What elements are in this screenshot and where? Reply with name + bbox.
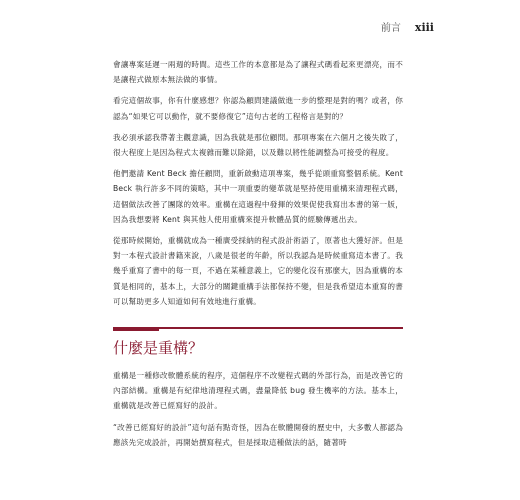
chapter-title: 前言 (380, 23, 401, 34)
paragraph-1: 會讓專案延遲一兩週的時間。這些工作的本意都是為了讓程式碼看起來更漂亮，而不是讓程式做原本無法做的事情。 (113, 60, 403, 85)
paragraph-3: 我必須承認我帶著主觀意識，因為我就是那位顧問。那項專案在六個月之後失敗了，很大程度上是因為程式太複雜而難以除錯，以及難以將性能調整為可接受的程度。 (113, 132, 403, 158)
section-heading: 什麼是重構？ (113, 339, 204, 357)
section-what-is-refactoring (113, 327, 403, 456)
paragraph-2: 看完這個故事，你有什麼感想？你認為顧問建議做進一步的整理是對的嗎？或者，你認為“如果它可以動作，就不要修復它”這句古老的工程格言是對的？ (113, 96, 403, 121)
section-paragraph-1: 重構是一種修改軟體系統的程序，這個程序不改變程式碼的外部行為，而是改善它的內部結構。重構是有紀律地清理程式碼，盡量降低 bug 發生機率的方法。基本上，重構就是改善已經寫好的設計。 (113, 371, 403, 411)
body-text (113, 57, 403, 315)
section-rule-accent (113, 328, 159, 331)
paragraph-4: 他們邀請 Kent Beck 擔任顧問，重新啟動這項專案，幾乎從頭重寫整個系統。Kent Beck 執行許多不同的策略，其中一項重要的變革就是堅持使用重構來清理程式碼，這個做法改善了團隊的效率。重構在這過程中發揮的效果促使我寫出本書的第一版，因為我想要將 Kent 與其他人使用重構來提升軟體品質的經驗傳遞出去。 (113, 169, 403, 224)
page-number: xiii (414, 21, 434, 34)
paragraph-5: 從那時候開始，重構就成為一種廣受採納的程式設計術語了，原著也大獲好評。但是對一本程式設計書籍來說，八歲是很老的年齡，所以我認為是時候重寫這本書了。我幾乎重寫了書中的每一頁，不過在某種意義上，它的變化沒有那麼大，因為重構的本質是相同的，基本上，大部分的關鍵重構手法都保持不變，但是我希望這本重寫的書可以幫助更多人知道如何有效地進行重構。 (113, 236, 403, 306)
section-paragraph-2: “改善已經寫好的設計”這句話有點奇怪，因為在軟體開發的歷史中，大多數人都認為應該先完成設計，再開始撰寫程式，但是採取這種做法的話，隨著時 (113, 422, 403, 447)
running-header (381, 19, 434, 34)
